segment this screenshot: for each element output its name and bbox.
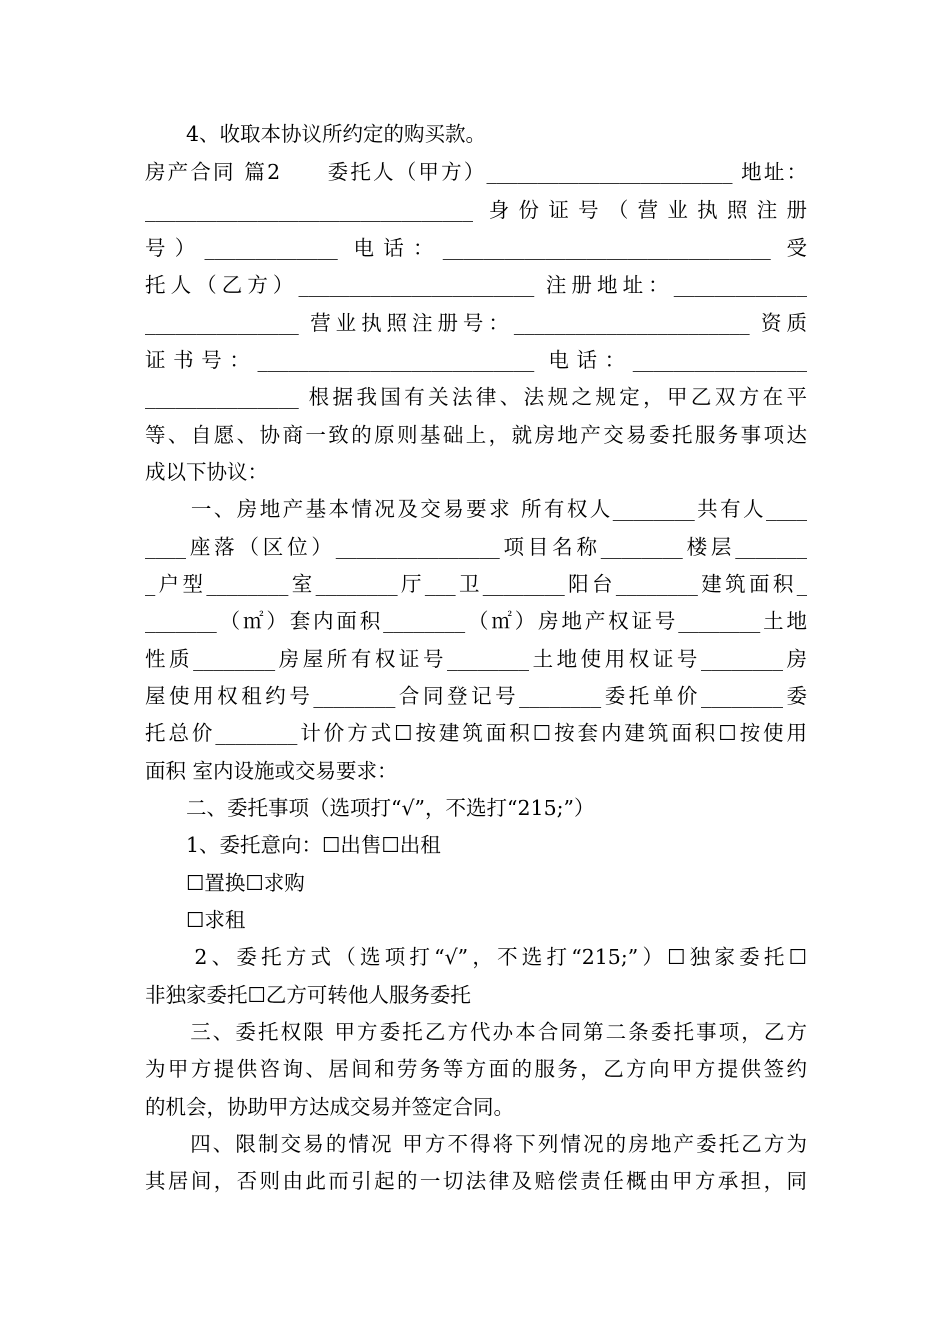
paragraph-line: ☐求租 xyxy=(145,908,246,932)
paragraph-line: 为甲方提供咨询、居间和劳务等方面的服务，乙方向甲方提供签约 xyxy=(145,1057,807,1081)
paragraph-line: 4、收取本协议所约定的购买款。 xyxy=(145,122,487,146)
paragraph-line: ☐置换☐求购 xyxy=(145,871,305,895)
paragraph-line: _______________ 营业执照注册号：_______________________ 资质 xyxy=(145,311,807,335)
paragraph-line: _户型________室________厅___卫________阳台________建筑面积_ xyxy=(145,572,807,596)
paragraph-line: _______________ 根据我国有关法律、法规之规定，甲乙双方在平 xyxy=(145,385,807,409)
paragraph-line: 面积 室内设施或交易要求： xyxy=(145,759,398,783)
paragraph-line: 成以下协议： xyxy=(145,460,268,484)
paragraph-line: _______（㎡）套内面积________（㎡）房地产权证号________土地 xyxy=(145,609,807,633)
paragraph-line: 号）_____________ 电话：________________________________ 受 xyxy=(145,236,807,260)
paragraph-line: 其居间，否则由此而引起的一切法律及赔偿责任概由甲方承担，同 xyxy=(145,1169,807,1193)
paragraph-line: 房产合同 篇2 委托人（甲方）________________________ 地址： xyxy=(145,160,807,184)
paragraph-line: 的机会，协助甲方达成交易并签定合同。 xyxy=(145,1095,514,1119)
paragraph-line: 屋使用权租约号________合同登记号________委托单价________委 xyxy=(145,684,807,708)
paragraph-line: 2、委托方式（选项打“√”，不选打“215;”）☐独家委托☐ xyxy=(145,945,807,969)
paragraph-line: 三、委托权限 甲方委托乙方代办本合同第二条委托事项，乙方 xyxy=(145,1020,807,1044)
paragraph-line: 1、委托意向：☐出售☐出租 xyxy=(145,833,441,857)
paragraph-line: 等、自愿、协商一致的原则基础上，就房地产交易委托服务事项达 xyxy=(145,423,807,447)
paragraph-line: 四、限制交易的情况 甲方不得将下列情况的房地产委托乙方为 xyxy=(145,1132,807,1156)
paragraph-line: ________________________________ 身份证号（营业执照注册 xyxy=(145,198,807,222)
paragraph-line: 托总价________计价方式☐按建筑面积☐按套内建筑面积☐按使用 xyxy=(145,721,807,745)
paragraph-line: 一、房地产基本情况及交易要求 所有权人________共有人____ xyxy=(145,497,807,521)
paragraph-line: 证书号：___________________________ 电话：_________________ xyxy=(145,348,807,372)
paragraph-line: 非独家委托☐乙方可转他人服务委托 xyxy=(145,983,471,1007)
paragraph-line: 二、委托事项（选项打“√”，不选打“215;”） xyxy=(145,796,595,820)
paragraph-line: 性质________房屋所有权证号________土地使用权证号________房 xyxy=(145,647,807,671)
paragraph-line: ____座落（区位）________________项目名称________楼层_______ xyxy=(145,535,807,559)
paragraph-line: 托人（乙方）_______________________ 注册地址：_____________ xyxy=(145,273,807,297)
